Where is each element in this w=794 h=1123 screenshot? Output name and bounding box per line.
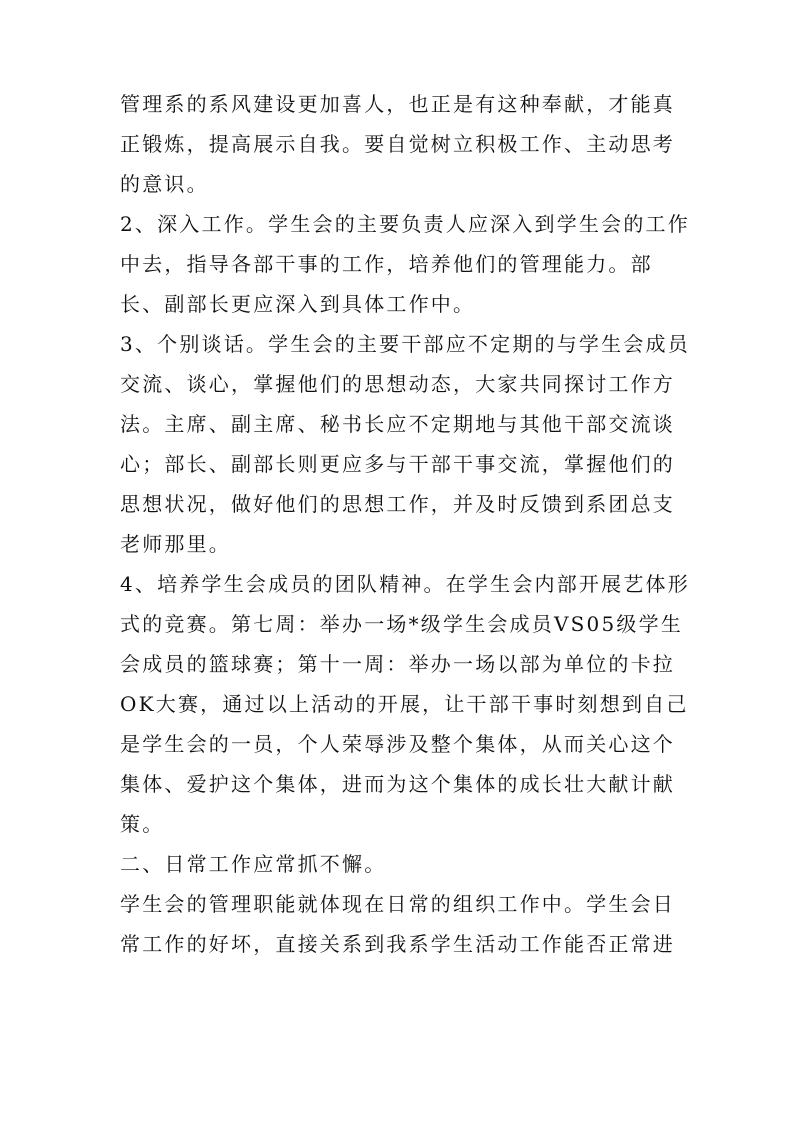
text-line: 法。主席、副主席、秘书长应不定期地与其他干部交流谈: [120, 412, 675, 436]
text-line: OK大赛，通过以上活动的开展，让干部干事时刻想到自己: [120, 692, 689, 716]
text-line: 3、个别谈话。学生会的主要干部应不定期的与学生会成员: [120, 332, 690, 356]
text-line: 学生会的管理职能就体现在日常的组织工作中。学生会日: [120, 892, 675, 916]
text-line: 管理系的系风建设更加喜人，也正是有这种奉献，才能真: [120, 92, 675, 116]
text-line: 策。: [120, 812, 165, 836]
text-line: 2、深入工作。学生会的主要负责人应深入到学生会的工作: [120, 212, 690, 236]
text-line: 常工作的好坏，直接关系到我系学生活动工作能否正常进: [120, 932, 675, 956]
text-line: 交流、谈心，掌握他们的思想动态，大家共同探讨工作方: [120, 372, 675, 396]
text-line: 长、副部长更应深入到具体工作中。: [120, 292, 476, 316]
body-text: [120, 84, 690, 964]
text-line: 中去，指导各部干事的工作，培养他们的管理能力。部: [120, 252, 653, 276]
text-line: 心；部长、副部长则更应多与干部干事交流，掌握他们的: [120, 452, 675, 476]
text-line: 的意识。: [120, 172, 209, 196]
text-line: 式的竞赛。第七周：举办一场*级学生会成员VS05级学生: [120, 612, 683, 636]
text-line: 4、培养学生会成员的团队精神。在学生会内部开展艺体形: [120, 572, 690, 596]
text-line: 是学生会的一员，个人荣辱涉及整个集体，从而关心这个: [120, 732, 675, 756]
text-line: 正锻炼，提高展示自我。要自觉树立积极工作、主动思考: [120, 132, 675, 156]
text-line: 集体、爱护这个集体，进而为这个集体的成长壮大献计献: [120, 772, 675, 796]
text-line: 老师那里。: [120, 532, 231, 556]
text-line: 二、日常工作应常抓不懈。: [120, 852, 387, 876]
text-line: 思想状况，做好他们的思想工作，并及时反馈到系团总支: [120, 492, 675, 516]
text-line: 会成员的篮球赛；第十一周：举办一场以部为单位的卡拉: [120, 652, 675, 676]
